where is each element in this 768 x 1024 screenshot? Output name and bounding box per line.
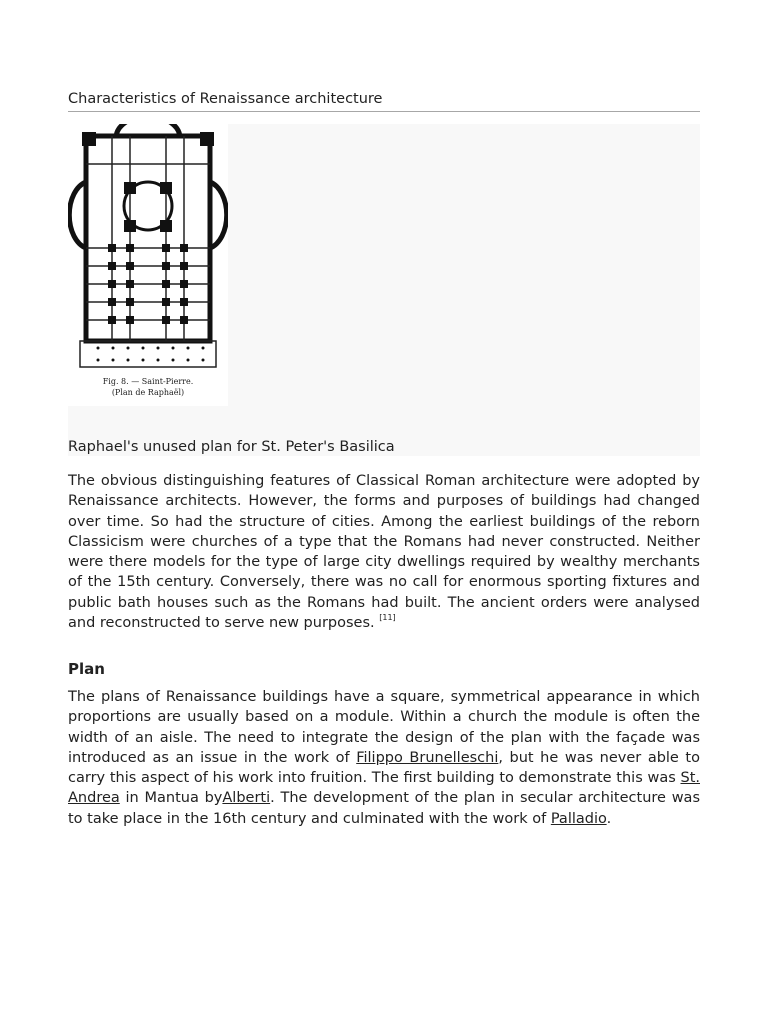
- link-filippo-brunelleschi[interactable]: Filippo Brunelleschi: [356, 749, 499, 766]
- paragraph-1-text: The obvious distinguishing features of Classical Roman architecture were adopted by Renaissance architects. However, the forms and purposes of buildings had changed over time. So had the structure of cities. Among the earliest buildings of the reborn Classicism were churches of a type that the Romans had never constructed. Neither were there models for the type of large city dwellings required by wealthy merchants of the 15th century. Conversely, there was no call for enormous sporting fixtures and public bath houses such as the Romans had built. The ancient orders were analysed and reconstructed to serve new purposes.: [68, 473, 700, 632]
- image-inner-caption: [68, 376, 228, 398]
- paragraph-1: [68, 471, 700, 633]
- link-st-andrea[interactable]: St. Andrea: [68, 770, 700, 807]
- paragraph-2: [68, 687, 700, 829]
- image-caption-line1: Fig. 8. — Saint-Pierre.: [102, 377, 194, 386]
- floor-plan-image: [68, 124, 228, 406]
- paragraph-2-text-a: The plans of Renaissance buildings have a square, symmetrical appearance in which proportions are usually based on a module. Within a church the module is often the width of an aisle. The need to integrate the design of the plan with the façade was introduced as an issue in the work of: [68, 689, 700, 766]
- basilica-plan-drawing: [68, 124, 228, 406]
- image-caption-line2: (Plan de Raphaël): [111, 388, 185, 397]
- paragraph-2-text-c: in Mantua by: [119, 790, 223, 807]
- subheading-plan: Plan: [68, 660, 105, 678]
- paragraph-2-text-e: .: [606, 810, 612, 827]
- link-alberti[interactable]: Alberti: [222, 790, 271, 807]
- figure-caption: Raphael's unused plan for St. Peter's Basilica: [68, 439, 395, 455]
- paragraph-2-text-b: , but he was never able to carry this aspect of his work into fruition. The first building to demonstrate this was: [68, 749, 700, 787]
- paragraph-2-text-d: . The development of the plan in secular architecture was to take place in the 16th century and culminated with the work of: [68, 790, 700, 827]
- section-heading: Characteristics of Renaissance architecture: [68, 89, 700, 112]
- reference-link[interactable]: [11]: [379, 613, 396, 623]
- link-palladio[interactable]: Palladio: [550, 810, 607, 827]
- figure-container: [68, 124, 700, 456]
